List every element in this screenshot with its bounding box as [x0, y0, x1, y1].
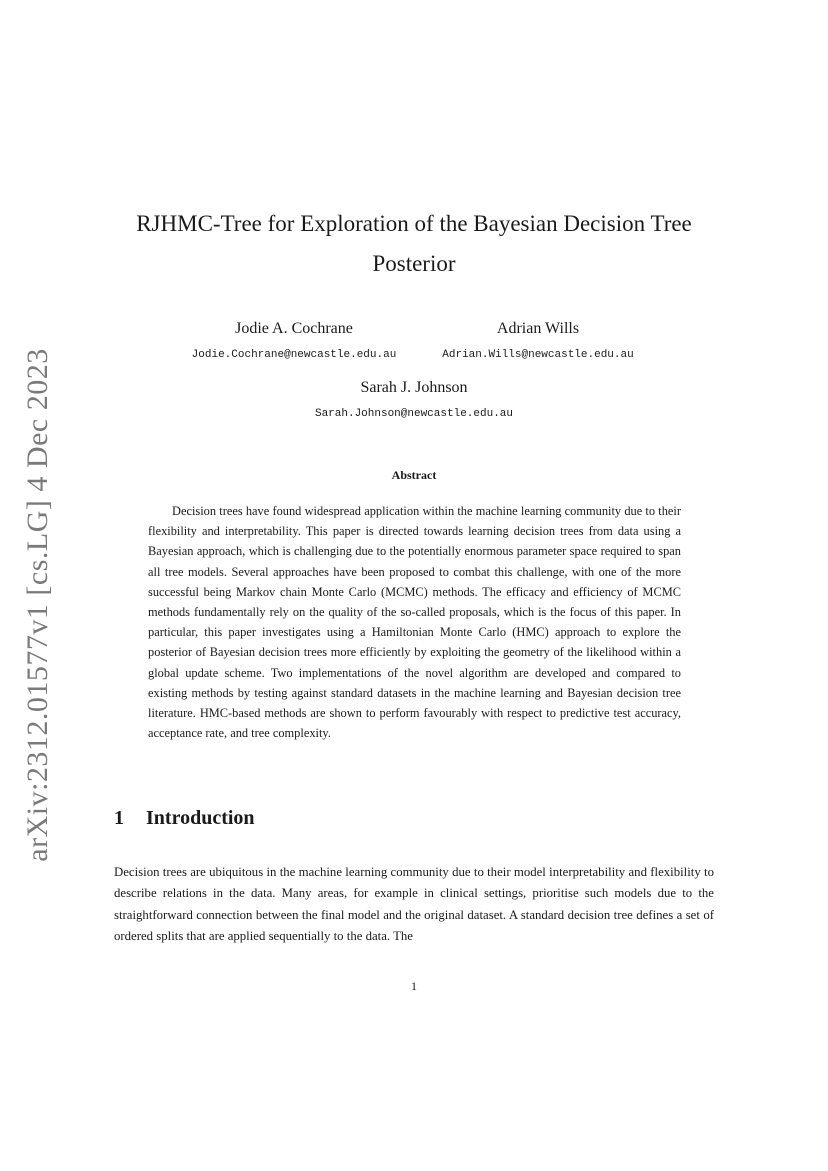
abstract-text: Decision trees have found widespread application within the machine learning community due to their flexibility and interpretability. This paper is directed towards learning decision trees from data using a Bayesian approach, which is challenging due to the potentially enormous parameter space required to span all tree models. Several approaches have been proposed to combat this challenge, with one of the more successful being Markov chain Monte Carlo (MCMC) methods. The efficacy and efficiency of MCMC methods fundamentally rely on the quality of the so-called proposals, which is the focus of this paper. In particular, this paper investigates using a Hamiltonian Monte Carlo (HMC) approach to explore the posterior of Bayesian decision trees more efficiently by exploiting the geometry of the likelihood within a global update scheme. Two implementations of the novel algorithm are developed and compared to existing methods by testing against standard datasets in the machine learning and Bayesian decision tree literature. HMC-based methods are shown to perform favourably with respect to predictive test accuracy, acceptance rate, and tree complexity. — [148, 504, 681, 741]
author-email-2: Adrian.Wills@newcastle.edu.au — [442, 349, 634, 361]
section-title: Introduction — [146, 807, 255, 829]
section-heading — [114, 805, 255, 831]
paper-title: RJHMC-Tree for Exploration of the Bayesian Decision Tree Posterior — [136, 211, 692, 276]
author-email-1: Jodie.Cochrane@newcastle.edu.au — [191, 349, 397, 361]
arxiv-sidebar — [12, 348, 64, 862]
author-email-3: Sarah.Johnson@newcastle.edu.au — [314, 408, 514, 420]
section-number: 1 — [114, 807, 124, 829]
abstract-heading: Abstract — [391, 468, 437, 482]
author-name-2: Adrian Wills — [496, 320, 580, 337]
page-number: 1 — [411, 979, 417, 993]
author-name-1: Jodie A. Cochrane — [235, 320, 353, 337]
arxiv-identifier: arXiv:2312.01577v1 [cs.LG] 4 Dec 2023 — [21, 348, 54, 862]
introduction-text: Decision trees are ubiquitous in the machine learning community due to their model interpretability and flexibility to describe relations in the data. Many areas, for example in clinical settings, prioritise such models due to the straightforward connection between the final model and the original dataset. A standard decision tree defines a set of ordered splits that are applied sequentially to the data. The — [114, 865, 714, 944]
author-name-3: Sarah J. Johnson — [360, 379, 468, 396]
